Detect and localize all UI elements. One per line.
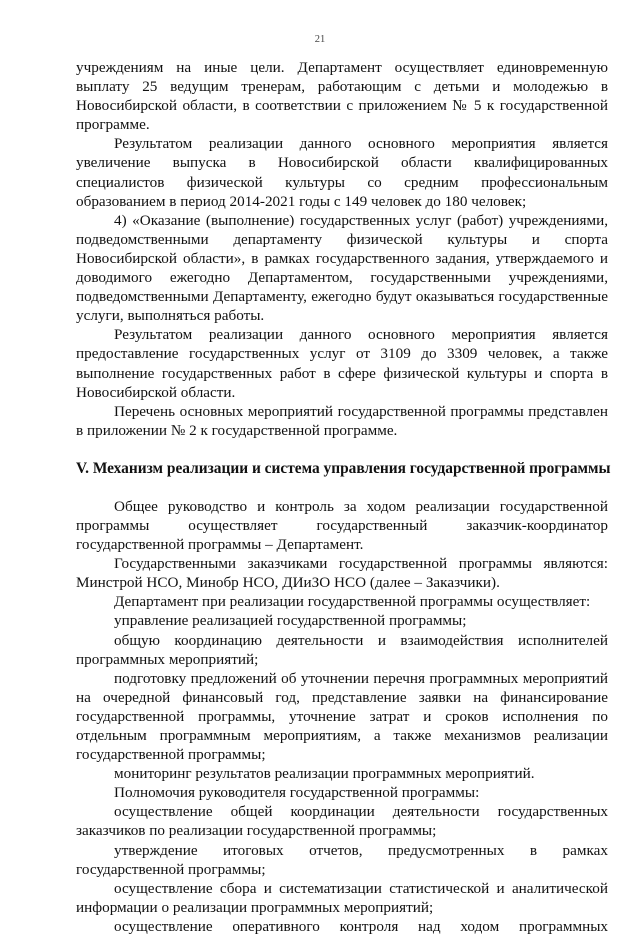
page-number: 21 <box>314 34 326 45</box>
paragraph: мониторинг результатов реализации программных мероприятий. <box>114 765 535 783</box>
text-block-after-heading <box>76 497 608 936</box>
paragraph: Полномочия руководителя государственной программы: <box>114 784 480 802</box>
paragraph: осуществление сбора и систематизации статистической и аналитической информации о реализации программных мероприятий; <box>76 879 608 916</box>
paragraph: осуществление оперативного контроля над ходом программных <box>114 917 608 935</box>
paragraph: Департамент при реализации государственной программы осуществляет: <box>114 593 591 611</box>
paragraph: Перечень основных мероприятий государственной программы представлен в приложении № 2 к государственной программе. <box>76 402 608 439</box>
paragraph: Государственными заказчиками государственной программы являются: Минстрой НСО, Минобр НСО, ДИиЗО НСО (далее – Заказчики). <box>76 555 608 592</box>
paragraph: осуществление общей координации деятельности государственных заказчиков по реализации государственной программы; <box>76 803 608 840</box>
paragraph: подготовку предложений об уточнении перечня программных мероприятий на очередной финансовый год, представление заявки на финансирование государственной программы, уточнение затрат и сроков исполнения по отдельным программным мероприятиям, а также механизмов реализации государственной программы; <box>76 669 608 764</box>
paragraph: утверждение итоговых отчетов, предусмотренных в рамках государственной программы; <box>76 841 608 878</box>
paragraph: управление реализацией государственной программы; <box>114 612 467 630</box>
paragraph: Общее руководство и контроль за ходом реализации государственной программы осуществляет государственный заказчик-координатор государственной программы – Департамент. <box>76 497 608 554</box>
document-body <box>76 58 611 936</box>
paragraph: учреждениям на иные цели. Департамент осуществляет единовременную выплату 25 ведущим тренерам, работающим с детьми и молодежью в Новосибирской области, в соответствии с приложением № 5 к государственной программе. <box>76 59 608 134</box>
paragraph: Результатом реализации данного основного мероприятия является предоставление государственных услуг от 3109 до 3309 человек, а также выполнение государственных работ в сфере физической культуры и спорта в Новосибирской области. <box>76 326 608 401</box>
paragraph: 4) «Оказание (выполнение) государственных услуг (работ) учреждениями, подведомственными департаменту физической культуры и спорта Новосибирской области», в рамках государственного задания, утверждаемого и доводимого ежегодно Департаментом, государственными учреждениями, подведомственными Департаменту, ежегодно будут оказываться государственные услуги, выполняться работы. <box>76 211 608 325</box>
paragraph: Результатом реализации данного основного мероприятия является увеличение выпуска в Новосибирской области квалифицированных специалистов физической культуры со средним профессиональным образованием в период 2014-2021 годы с 149 человек до 180 человек; <box>76 135 608 210</box>
text-block-before-heading <box>76 58 608 440</box>
section-heading: V. Механизм реализации и система управления государственной программы <box>76 459 611 477</box>
paragraph: общую координацию деятельности и взаимодействия исполнителей программных мероприятий; <box>76 631 608 668</box>
